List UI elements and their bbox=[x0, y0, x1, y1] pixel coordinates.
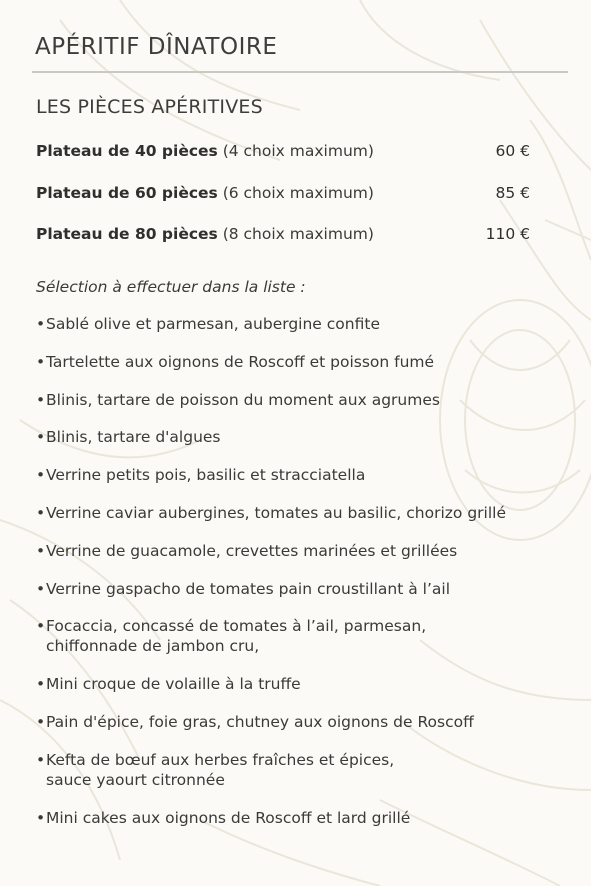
plateau-price: 60 € bbox=[495, 142, 530, 160]
bullet: • bbox=[36, 541, 46, 560]
list-item bbox=[36, 712, 556, 732]
pricing-description bbox=[36, 184, 374, 202]
bullet: • bbox=[36, 503, 46, 522]
list-item bbox=[36, 390, 556, 410]
appetizer-list bbox=[36, 314, 556, 845]
item-text: Verrine de guacamole, crevettes marinées et grillées bbox=[46, 541, 458, 560]
selection-instructions: Sélection à effectuer dans la liste : bbox=[36, 278, 306, 296]
plateau-name: Plateau de 40 pièces bbox=[36, 142, 218, 160]
list-item bbox=[36, 427, 556, 447]
list-item bbox=[36, 352, 556, 372]
item-text: Verrine caviar aubergines, tomates au basilic, chorizo grillé bbox=[46, 503, 506, 522]
plateau-note: (8 choix maximum) bbox=[222, 225, 374, 243]
pricing-row bbox=[36, 142, 530, 184]
bullet: • bbox=[36, 750, 46, 769]
plateau-note: (6 choix maximum) bbox=[222, 183, 374, 202]
plateau-price: 110 € bbox=[485, 225, 530, 243]
bullet: • bbox=[36, 675, 46, 694]
plateau-price: 85 € bbox=[495, 183, 530, 202]
bullet: • bbox=[36, 808, 46, 827]
page-title: APÉRITIF DÎNATOIRE bbox=[35, 34, 278, 60]
list-item bbox=[36, 750, 556, 790]
item-text: Tartelette aux oignons de Roscoff et poisson fumé bbox=[46, 352, 435, 371]
bullet: • bbox=[36, 579, 46, 598]
list-item bbox=[36, 541, 556, 561]
bullet: • bbox=[36, 352, 46, 371]
item-text: Focaccia, concassé de tomates à l’ail, parmesan, chiffonnade de jambon cru, bbox=[46, 617, 427, 656]
list-item bbox=[36, 465, 556, 485]
list-item bbox=[36, 616, 556, 656]
pricing-row bbox=[36, 225, 530, 267]
pricing-row bbox=[36, 184, 530, 226]
pricing-description bbox=[36, 225, 374, 243]
item-text: Mini cakes aux oignons de Roscoff et lard grillé bbox=[46, 808, 411, 827]
plateau-name: Plateau de 80 pièces bbox=[36, 225, 218, 243]
item-text: Pain d'épice, foie gras, chutney aux oignons de Roscoff bbox=[46, 712, 474, 731]
bullet: • bbox=[36, 390, 46, 409]
list-item bbox=[36, 503, 556, 523]
bullet: • bbox=[36, 466, 46, 485]
item-text: Verrine petits pois, basilic et stracciatella bbox=[46, 466, 366, 485]
bullet: • bbox=[36, 617, 46, 636]
title-divider bbox=[32, 71, 568, 73]
pricing-list bbox=[36, 142, 530, 267]
item-text: Sablé olive et parmesan, aubergine confite bbox=[46, 315, 380, 333]
item-text: Verrine gaspacho de tomates pain croustillant à l’ail bbox=[46, 579, 451, 598]
list-item bbox=[36, 674, 556, 694]
section-title: LES PIÈCES APÉRITIVES bbox=[36, 96, 263, 118]
plateau-note: (4 choix maximum) bbox=[222, 142, 374, 160]
pricing-description bbox=[36, 142, 374, 160]
bullet: • bbox=[36, 428, 46, 447]
item-text: Blinis, tartare d'algues bbox=[46, 428, 221, 447]
list-item bbox=[36, 808, 556, 828]
bullet: • bbox=[36, 315, 46, 333]
plateau-name: Plateau de 60 pièces bbox=[36, 183, 218, 202]
bullet: • bbox=[36, 712, 46, 731]
item-text: Kefta de bœuf aux herbes fraîches et épices, sauce yaourt citronnée bbox=[46, 750, 395, 789]
list-item bbox=[36, 579, 556, 599]
item-text: Blinis, tartare de poisson du moment aux agrumes bbox=[46, 390, 440, 409]
item-text: Mini croque de volaille à la truffe bbox=[46, 675, 301, 694]
list-item bbox=[36, 314, 556, 334]
